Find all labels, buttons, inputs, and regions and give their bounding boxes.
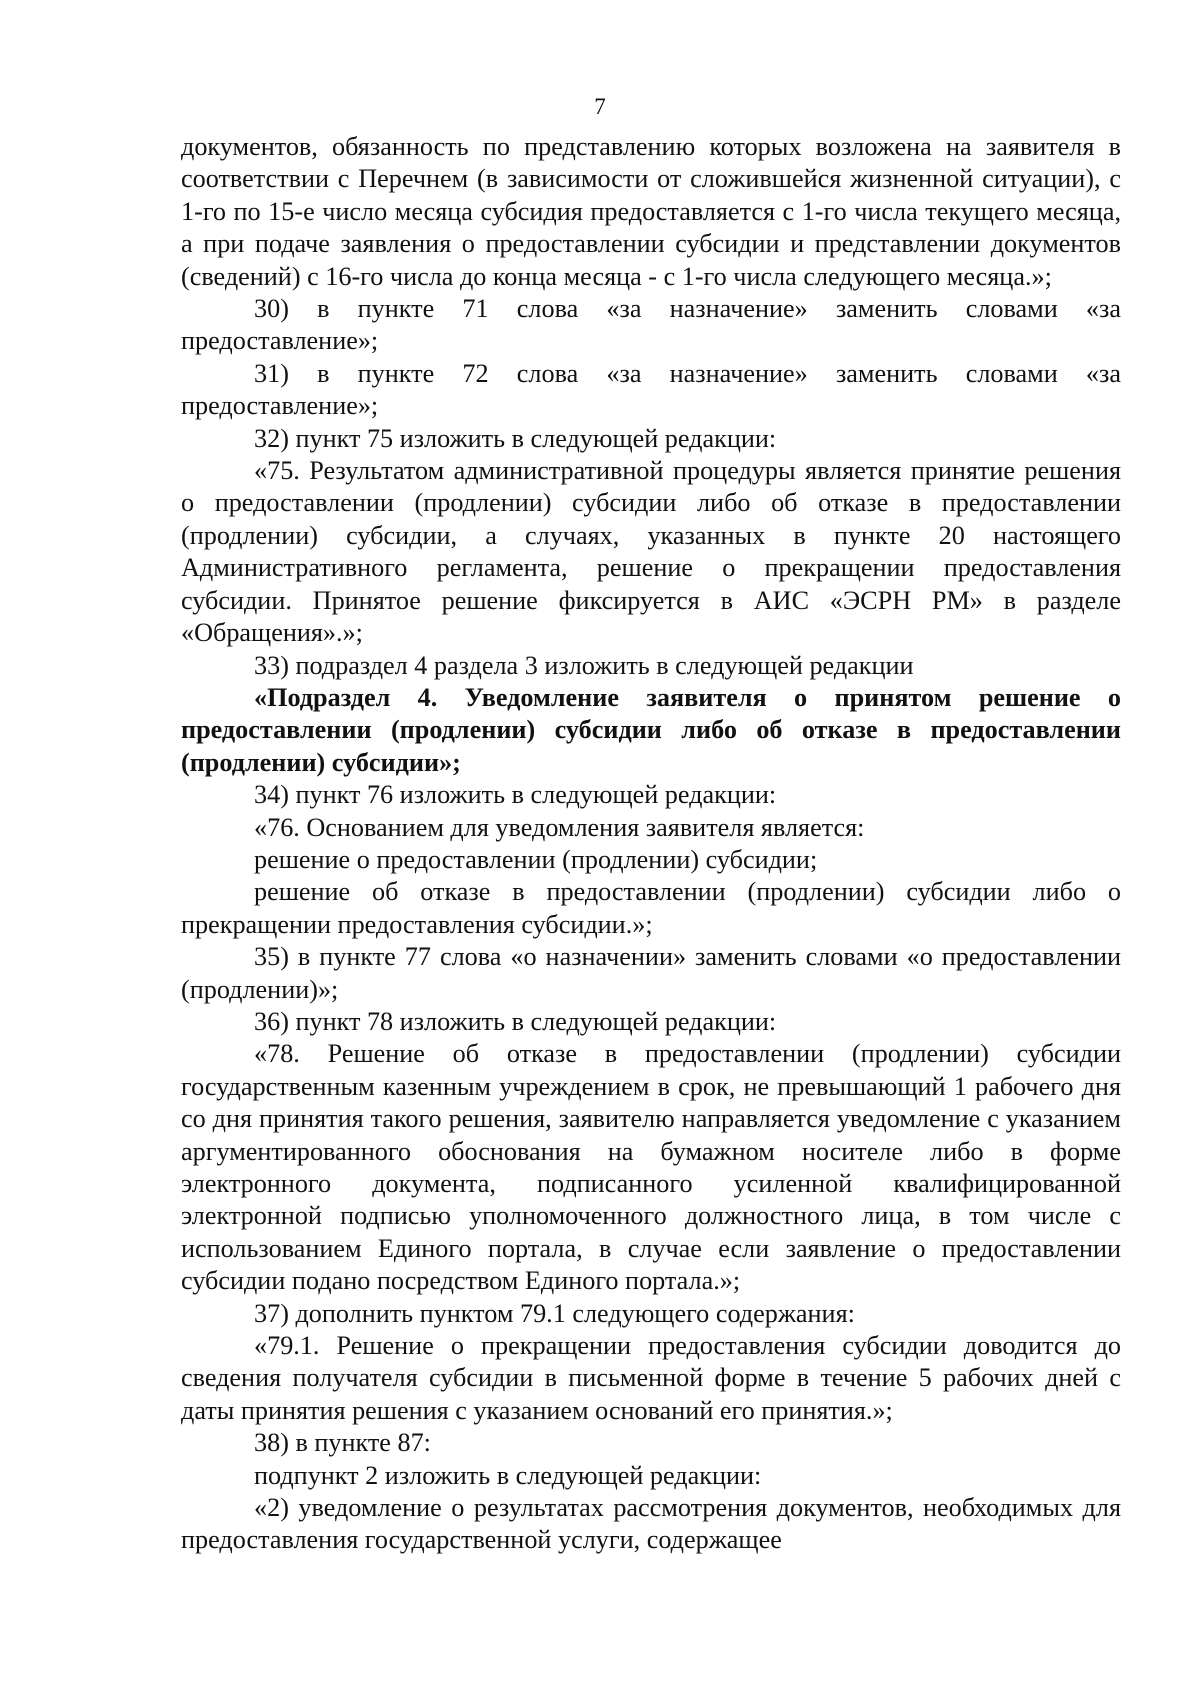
- paragraph: «76. Основанием для уведомления заявителя является:: [254, 812, 865, 842]
- paragraph: 36) пункт 78 изложить в следующей редакции:: [254, 1006, 777, 1036]
- paragraph: 37) дополнить пунктом 79.1 следующего содержания:: [254, 1298, 855, 1328]
- paragraph: решение о предоставлении (продлении) субсидии;: [254, 844, 818, 874]
- paragraph: 32) пункт 75 изложить в следующей редакции:: [254, 423, 777, 453]
- paragraph: «75. Результатом административной процедуры является принятие решения о предоставлении (продлении) субсидии либо об отказе в предоставлении (продлении) субсидии, а случаях, указанных в пункте 20 настоящего Административного регламента, решение о прекращении предоставления субсидии. Принятое решение фиксируется в АИС «ЭСРН РМ» в разделе «Обращения».»;: [181, 456, 1121, 648]
- page-number: 7: [594, 94, 606, 119]
- paragraph: 38) в пункте 87:: [254, 1428, 431, 1458]
- paragraph: 31) в пункте 72 слова «за назначение» заменить словами «за предоставление»;: [181, 358, 1121, 421]
- paragraph: 34) пункт 76 изложить в следующей редакции:: [254, 780, 777, 810]
- paragraph: «78. Решение об отказе в предоставлении (продлении) субсидии государственным казенным учреждением в срок, не превышающий 1 рабочего дня со дня принятия такого решения, заявителю направляется уведомление с указанием аргументированного обоснования на бумажном носителе либо в форме электронного документа, подписанного усиленной квалифицированной электронной подписью уполномоченного должностного лица, в том числе с использованием Единого портала, в случае если заявление о предоставлении субсидии подано посредством Единого портала.»;: [181, 1039, 1121, 1296]
- paragraph: 35) в пункте 77 слова «о назначении» заменить словами «о предоставлении (продлении)»;: [181, 942, 1121, 1004]
- paragraph: «2) уведомление о результатах рассмотрения документов, необходимых для предоставления государственной услуги, содержащее: [181, 1493, 1121, 1555]
- paragraph: 33) подраздел 4 раздела 3 изложить в следующей редакции: [254, 650, 914, 680]
- paragraph: документов, обязанность по представлению которых возложена на заявителя в соответствии с Перечнем (в зависимости от сложившейся жизненной ситуации), с 1-го по 15-е число месяца субсидия предоставляется с 1-го числа текущего месяца, а при подаче заявления о предоставлении субсидии и представлении документов (сведений) с 16-го числа до конца месяца - с 1-го числа следующего месяца.»;: [181, 132, 1121, 291]
- paragraph: «79.1. Решение о прекращении предоставления субсидии доводится до сведения получателя субсидии в письменной форме в течение 5 рабочих дней с даты принятия решения с указанием оснований его принятия.»;: [181, 1331, 1121, 1425]
- paragraph: 30) в пункте 71 слова «за назначение» заменить словами «за предоставление»;: [181, 294, 1121, 356]
- paragraph: подпункт 2 изложить в следующей редакции:: [254, 1460, 762, 1490]
- document-body: [181, 131, 1121, 1557]
- subsection-heading: «Подраздел 4. Уведомление заявителя о принятом решение о предоставлении (продлении) субсидии либо об отказе в предоставлении (продлении) субсидии»;: [181, 682, 1121, 777]
- paragraph: решение об отказе в предоставлении (продлении) субсидии либо о прекращении предоставления субсидии.»;: [181, 877, 1121, 939]
